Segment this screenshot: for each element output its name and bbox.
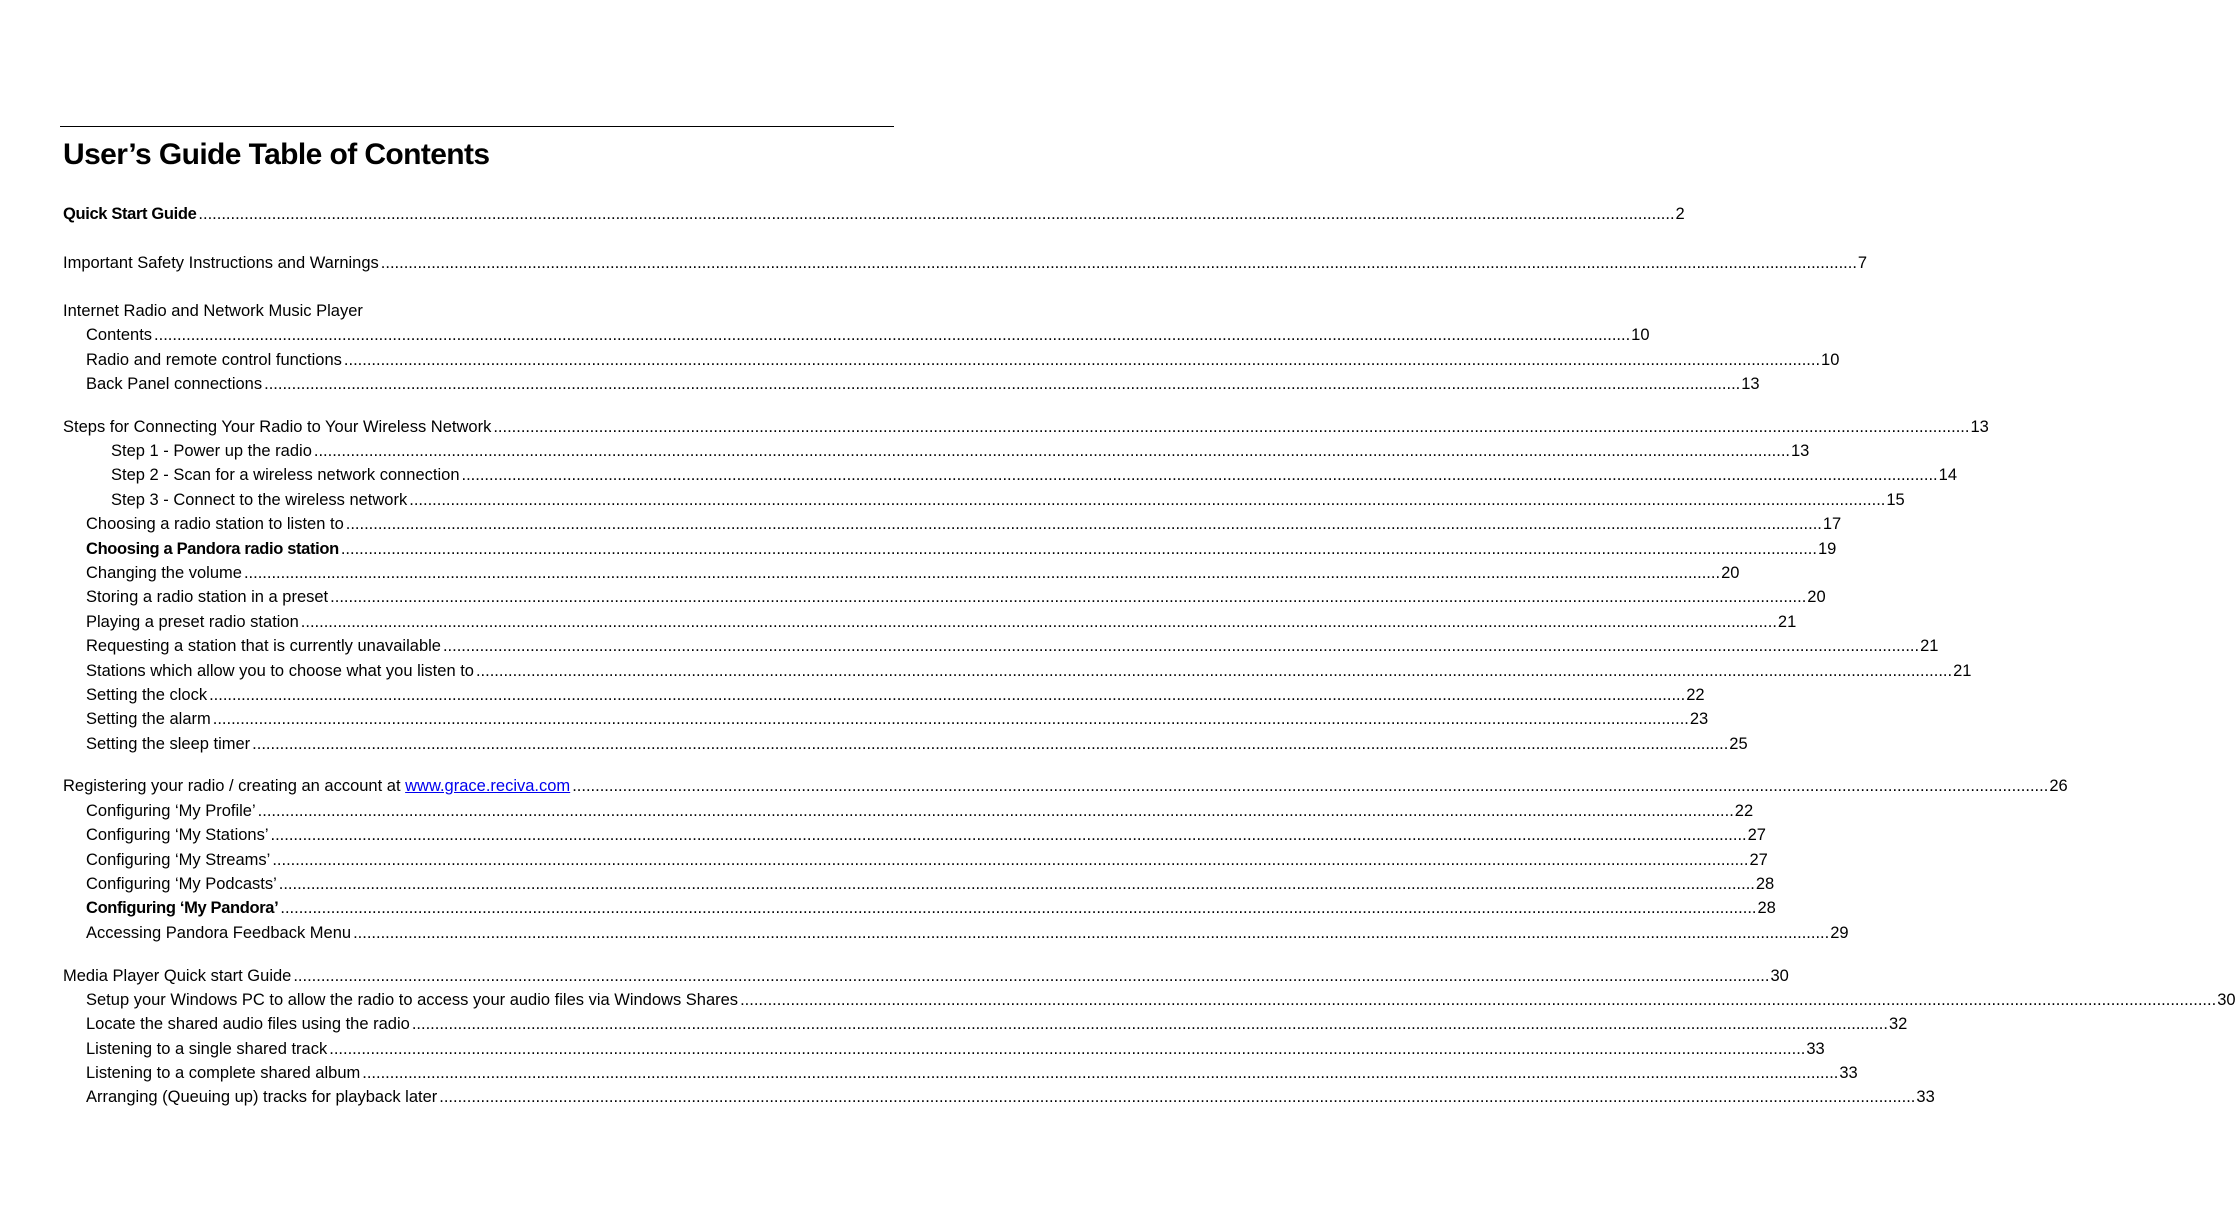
dot-leader: ..................................................................................................................................................................................................................................................................................................................................	[270, 826, 1747, 844]
toc-entry[interactable]	[86, 849, 1768, 871]
toc-entry[interactable]	[86, 513, 1842, 535]
toc-entry[interactable]	[86, 824, 1766, 846]
toc-entry-page: 13	[1791, 442, 1810, 460]
toc-entry-page: 19	[1817, 540, 1837, 558]
toc-entry-page: 22	[1734, 802, 1754, 820]
toc-entry-label: Quick Start Guide	[63, 205, 197, 223]
toc-entry-page: 33	[1839, 1064, 1858, 1082]
toc-entry[interactable]	[86, 873, 1775, 895]
toc-entry-label: Setting the sleep timer	[86, 735, 251, 753]
toc-entry[interactable]	[86, 733, 1748, 755]
dot-leader: ..................................................................................................................................................................................................................................................................................................................................	[330, 588, 1807, 606]
toc-entry-label: Configuring ‘My Streams’	[86, 851, 271, 869]
toc-entry[interactable]	[86, 1086, 1935, 1108]
dot-leader: ..................................................................................................................................................................................................................................................................................................................................	[252, 735, 1729, 753]
dot-leader: ..................................................................................................................................................................................................................................................................................................................................	[362, 1064, 1839, 1082]
toc-entry[interactable]	[86, 538, 1837, 560]
toc-entry-page: 22	[1686, 686, 1705, 704]
toc-entry-page: 20	[1721, 564, 1740, 582]
toc-entry-page: 21	[1920, 637, 1939, 655]
toc-entry[interactable]	[86, 1062, 1858, 1084]
toc-entry[interactable]	[86, 989, 2236, 1011]
toc-entry-page: 33	[1916, 1088, 1935, 1106]
dot-leader: ..................................................................................................................................................................................................................................................................................................................................	[439, 1088, 1916, 1106]
toc-entry[interactable]	[86, 349, 1840, 371]
toc-entry-page: 27	[1749, 851, 1768, 869]
dot-leader: ..................................................................................................................................................................................................................................................................................................................................	[409, 491, 1886, 509]
toc-entry-label: Choosing a Pandora radio station	[86, 540, 339, 558]
toc-entry[interactable]	[86, 562, 1740, 584]
dot-leader: ..................................................................................................................................................................................................................................................................................................................................	[272, 851, 1749, 869]
toc-entry-page: 13	[1741, 375, 1760, 393]
toc-entry[interactable]	[86, 897, 1776, 919]
toc-entry-label: Configuring ‘My Podcasts’	[86, 875, 277, 893]
dot-leader: ..................................................................................................................................................................................................................................................................................................................................	[313, 442, 1790, 460]
dot-leader: ..................................................................................................................................................................................................................................................................................................................................	[345, 515, 1822, 533]
toc-entry-label: Internet Radio and Network Music Player	[63, 302, 363, 320]
toc-entry-label: Requesting a station that is currently unavailable	[86, 637, 441, 655]
toc-entry-page: 23	[1689, 710, 1709, 728]
toc-entry-label: Locate the shared audio files using the radio	[86, 1015, 410, 1033]
toc-entry-label: Radio and remote control functions	[86, 351, 342, 369]
toc-entry-page: 30	[2217, 991, 2236, 1009]
dot-leader: ..................................................................................................................................................................................................................................................................................................................................	[411, 1015, 1888, 1033]
dot-leader: ..................................................................................................................................................................................................................................................................................................................................	[264, 375, 1741, 393]
toc-entry[interactable]	[63, 965, 1789, 987]
toc-entry-page: 28	[1757, 899, 1776, 917]
toc-entry-label: Setting the alarm	[86, 710, 211, 728]
toc-entry[interactable]	[63, 775, 2068, 797]
dot-leader: ..................................................................................................................................................................................................................................................................................................................................	[198, 205, 1675, 223]
toc-entry-label: Changing the volume	[86, 564, 242, 582]
dot-leader: ..................................................................................................................................................................................................................................................................................................................................	[461, 466, 1938, 484]
toc-entry-page: 27	[1747, 826, 1766, 844]
dot-leader: ..................................................................................................................................................................................................................................................................................................................................	[278, 875, 1755, 893]
toc-entry-label: Contents	[86, 326, 153, 344]
toc-entry-label: Setup your Windows PC to allow the radio to access your audio files via Windows Shares	[86, 991, 739, 1009]
toc-entry[interactable]	[86, 324, 1650, 346]
toc-entry-label: Steps for Connecting Your Radio to Your Wireless Network	[63, 418, 492, 436]
dot-leader: ..................................................................................................................................................................................................................................................................................................................................	[243, 564, 1721, 582]
toc-entry-label: Choosing a radio station to listen to	[86, 515, 344, 533]
toc-entry-page: 13	[1970, 418, 1989, 436]
toc-entry-label: Storing a radio station in a preset	[86, 588, 329, 606]
website-link[interactable]: www.grace.reciva.com	[405, 777, 571, 795]
toc-entry-label: Registering your radio / creating an account at www.grace.reciva.com	[63, 777, 571, 795]
toc-entry[interactable]	[86, 586, 1826, 608]
toc-entry[interactable]	[111, 440, 1810, 462]
toc-entry-page: 14	[1938, 466, 1957, 484]
toc-entry-label: Configuring ‘My Profile’	[86, 802, 256, 820]
dot-leader: ..................................................................................................................................................................................................................................................................................................................................	[209, 686, 1686, 704]
toc-entry[interactable]	[86, 611, 1797, 633]
dot-leader: ..................................................................................................................................................................................................................................................................................................................................	[740, 991, 2217, 1009]
toc-entry-page: 2	[1675, 205, 1685, 223]
toc-entry[interactable]	[111, 489, 1905, 511]
dot-leader: ..................................................................................................................................................................................................................................................................................................................................	[154, 326, 1631, 344]
toc-entry-page: 33	[1806, 1040, 1825, 1058]
toc-entry[interactable]	[63, 203, 1685, 225]
dot-leader: ..................................................................................................................................................................................................................................................................................................................................	[293, 967, 1770, 985]
toc-entry-page: 10	[1631, 326, 1650, 344]
toc-entry[interactable]	[86, 635, 1939, 657]
toc-entry-page: 25	[1729, 735, 1748, 753]
dot-leader: ..................................................................................................................................................................................................................................................................................................................................	[442, 637, 1920, 655]
toc-entry[interactable]	[63, 416, 1989, 438]
toc-entry-page: 28	[1755, 875, 1775, 893]
toc-entry-label: Arranging (Queuing up) tracks for playback later	[86, 1088, 438, 1106]
toc-entry-page: 26	[2049, 777, 2068, 795]
toc-entry-label: Setting the clock	[86, 686, 208, 704]
page-title: User’s Guide Table of Contents	[63, 138, 490, 171]
toc-entry-label: Media Player Quick start Guide	[63, 967, 292, 985]
toc-entry[interactable]	[86, 708, 1709, 730]
toc-entry-label: Listening to a single shared track	[86, 1040, 328, 1058]
toc-entry-label: Back Panel connections	[86, 375, 263, 393]
dot-leader: ..................................................................................................................................................................................................................................................................................................................................	[329, 1040, 1806, 1058]
toc-entry-page: 17	[1822, 515, 1842, 533]
toc-entry-label: Step 1 - Power up the radio	[111, 442, 312, 460]
dot-leader: ..................................................................................................................................................................................................................................................................................................................................	[257, 802, 1734, 820]
toc-entry-label: Configuring ‘My Pandora’	[86, 899, 279, 917]
toc-entry-page: 10	[1821, 351, 1840, 369]
dot-leader: ..................................................................................................................................................................................................................................................................................................................................	[340, 540, 1817, 558]
toc-entry-label: Important Safety Instructions and Warnings	[63, 254, 379, 272]
toc-entry-page: 29	[1830, 924, 1849, 942]
toc-entry-label: Configuring ‘My Stations’	[86, 826, 269, 844]
dot-leader: ..................................................................................................................................................................................................................................................................................................................................	[475, 662, 1953, 680]
dot-leader: ..................................................................................................................................................................................................................................................................................................................................	[280, 899, 1757, 917]
toc-entry[interactable]	[86, 1038, 1825, 1060]
toc-entry[interactable]	[86, 660, 1972, 682]
toc-entry-page: 21	[1953, 662, 1972, 680]
toc-entry-page: 32	[1888, 1015, 1908, 1033]
dot-leader: ..................................................................................................................................................................................................................................................................................................................................	[572, 777, 2049, 795]
toc-entry[interactable]	[111, 464, 1957, 486]
toc-entry-label: Step 3 - Connect to the wireless network	[111, 491, 408, 509]
toc-entry-page: 30	[1770, 967, 1789, 985]
toc-entry-label: Stations which allow you to choose what you listen to	[86, 662, 474, 680]
toc-entry[interactable]	[86, 922, 1849, 944]
dot-leader: ..................................................................................................................................................................................................................................................................................................................................	[212, 710, 1689, 728]
toc-entry[interactable]	[86, 684, 1705, 706]
toc-entry-label: Step 2 - Scan for a wireless network connection	[111, 466, 460, 484]
toc-entry[interactable]	[86, 373, 1760, 395]
dot-leader: ..................................................................................................................................................................................................................................................................................................................................	[380, 254, 1857, 272]
toc-entry-label: Playing a preset radio station	[86, 613, 299, 631]
dot-leader: ..................................................................................................................................................................................................................................................................................................................................	[343, 351, 1821, 369]
toc-entry[interactable]	[63, 252, 1868, 274]
toc-entry[interactable]	[86, 800, 1754, 822]
toc-entry-page: 7	[1857, 254, 1868, 272]
toc-entry-page: 20	[1807, 588, 1826, 606]
dot-leader: ..................................................................................................................................................................................................................................................................................................................................	[353, 924, 1830, 942]
toc-entry[interactable]	[86, 1013, 1908, 1035]
toc-entry-page: 21	[1777, 613, 1797, 631]
toc-entry-label: Listening to a complete shared album	[86, 1064, 361, 1082]
toc-entry-label: Accessing Pandora Feedback Menu	[86, 924, 352, 942]
dot-leader: ..................................................................................................................................................................................................................................................................................................................................	[300, 613, 1777, 631]
toc-entry-page: 15	[1886, 491, 1905, 509]
toc-entry[interactable]	[63, 300, 854, 322]
dot-leader: ..................................................................................................................................................................................................................................................................................................................................	[493, 418, 1970, 436]
